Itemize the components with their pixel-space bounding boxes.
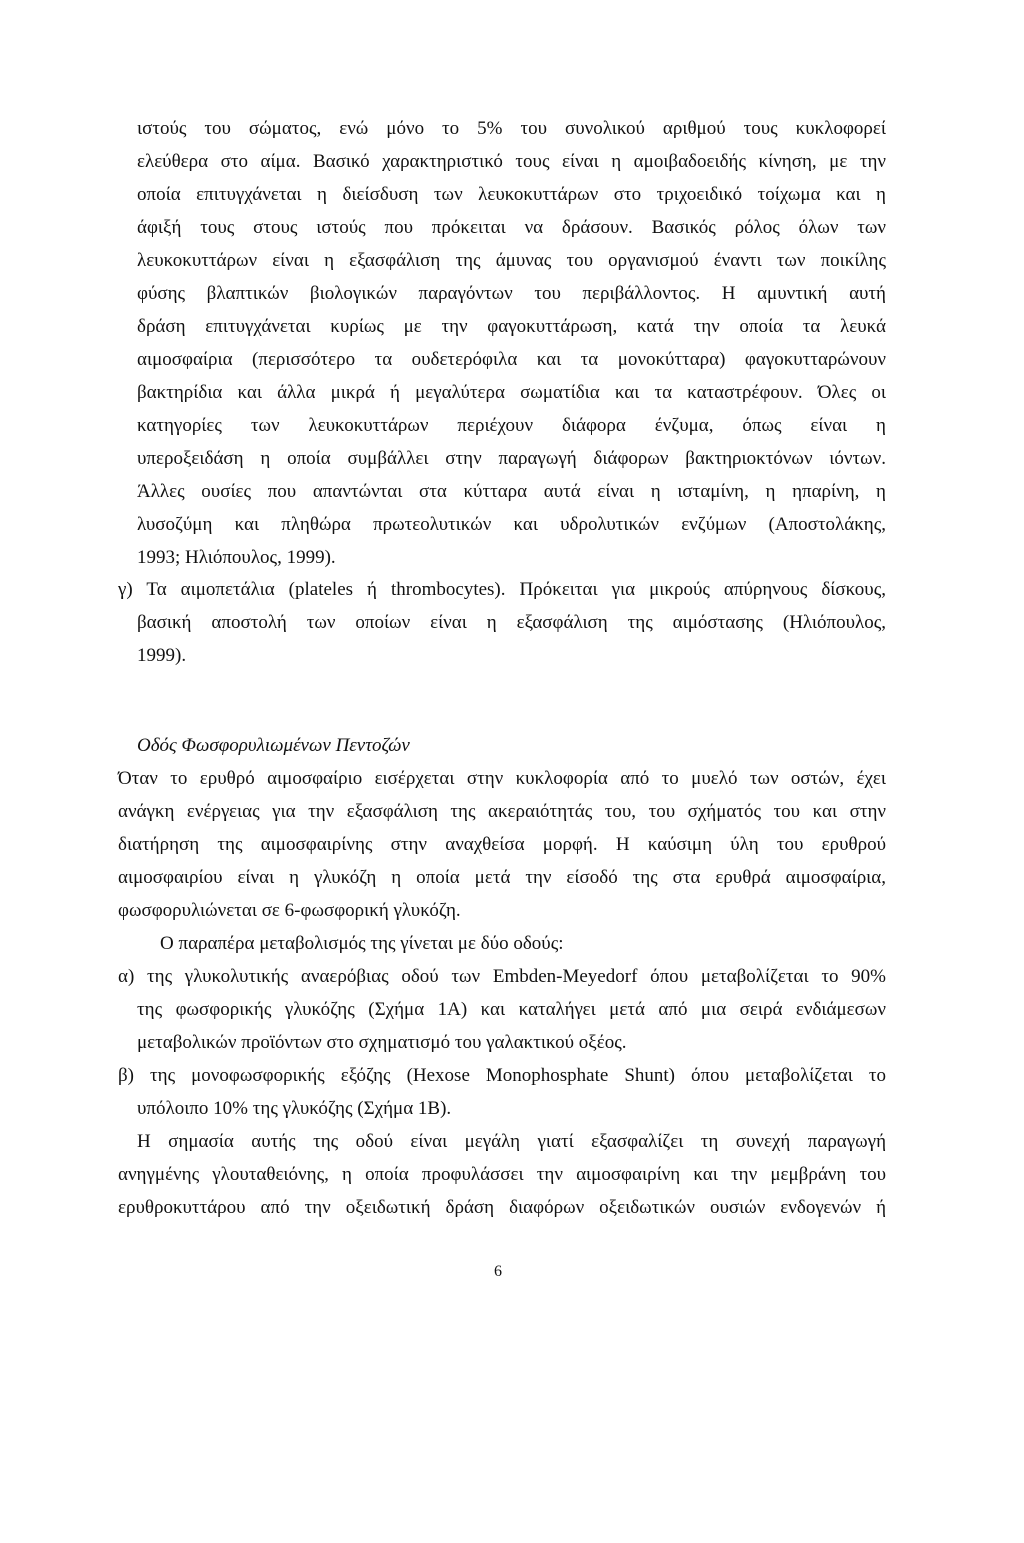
- text-line: βασική αποστολή των οποίων είναι η εξασφάλιση της αιμόστασης (Ηλιόπουλος,: [137, 612, 886, 633]
- text-line: υπεροξειδάση η οποία συμβάλλει στην παραγωγή διάφορων βακτηριοκτόνων ιόντων.: [137, 448, 886, 469]
- text-line: κατηγορίες των λευκοκυττάρων περιέχουν διάφορα ένζυμα, όπως είναι η: [137, 415, 886, 436]
- text-line: λευκοκυττάρων είναι η εξασφάλιση της άμυνας του οργανισμού έναντι των ποικίλης: [137, 250, 886, 271]
- page-number: 6: [494, 1263, 502, 1280]
- text-line: άφιξή τους στους ιστούς που πρόκειται να δράσουν. Βασικός ρόλος όλων των: [137, 217, 886, 238]
- text-line: φωσφορυλιώνεται σε 6-φωσφορική γλυκόζη.: [118, 900, 461, 921]
- text-line: α) της γλυκολυτικής αναερόβιας οδού των Embden-Meyedorf όπου μεταβολίζεται το 90%: [118, 966, 886, 987]
- text-line: 1999).: [137, 645, 187, 666]
- text-line-metabolism: Ο παραπέρα μεταβολισμός της γίνεται με δύο οδούς:: [160, 933, 564, 954]
- text-line: της φωσφορικής γλυκόζης (Σχήμα 1Α) και καταλήγει μετά από μια σειρά ενδιάμεσων: [137, 999, 886, 1020]
- text-line: ιστούς του σώματος, ενώ μόνο το 5% του συνολικού αριθμού τους κυκλοφορεί: [137, 118, 886, 139]
- text-line: β) της μονοφωσφορικής εξόζης (Hexose Monophosphate Shunt) όπου μεταβολίζεται το: [118, 1065, 886, 1086]
- text-line: Όταν το ερυθρό αιμοσφαίριο εισέρχεται στην κυκλοφορία από το μυελό των οστών, έχει: [118, 768, 886, 789]
- section-heading: Οδός Φωσφορυλιωμένων Πεντοζών: [137, 735, 410, 756]
- text-line: δράση επιτυγχάνεται κυρίως με την φαγοκυττάρωση, κατά την οποία τα λευκά: [137, 316, 886, 337]
- text-line: αιμοσφαίρια (περισσότερο τα ουδετερόφιλα και τα μονοκύτταρα) φαγοκυτταρώνουν: [137, 349, 886, 370]
- text-line: Άλλες ουσίες που απαντώνται στα κύτταρα αυτά είναι η ισταμίνη, η ηπαρίνη, η: [137, 481, 886, 502]
- text-line: ανάγκη ενέργειας για την εξασφάλιση της ακεραιότητάς του, του σχήματός του και στην: [118, 801, 886, 822]
- text-line: υπόλοιπο 10% της γλυκόζης (Σχήμα 1Β).: [137, 1098, 452, 1119]
- text-line: οποία επιτυγχάνεται η διείσδυση των λευκοκυττάρων στο τριχοειδικό τοίχωμα και η: [137, 184, 886, 205]
- text-line: Η σημασία αυτής της οδού είναι μεγάλη γιατί εξασφαλίζει τη συνεχή παραγωγή: [137, 1131, 886, 1152]
- text-line: φύσης βλαπτικών βιολογικών παραγόντων του περιβάλλοντος. Η αμυντική αυτή: [137, 283, 886, 304]
- text-line: ελεύθερα στο αίμα. Βασικό χαρακτηριστικό τους είναι η αμοιβαδοειδής κίνηση, με την: [137, 151, 886, 172]
- text-line: μεταβολικών προϊόντων στο σχηματισμό του γαλακτικού οξέος.: [137, 1032, 627, 1053]
- text-line: 1993; Ηλιόπουλος, 1999).: [137, 547, 336, 568]
- text-line: γ) Τα αιμοπετάλια (plateles ή thrombocytes). Πρόκειται για μικρούς απύρηνους δίσκους,: [118, 579, 886, 600]
- text-line: λυσοζύμη και πληθώρα πρωτεολυτικών και υδρολυτικών ενζύμων (Αποστολάκης,: [137, 514, 886, 535]
- text-line: ερυθροκυττάρου από την οξειδωτική δράση διαφόρων οξειδωτικών ουσιών ενδογενών ή: [118, 1197, 886, 1218]
- text-line: βακτηρίδια και άλλα μικρά ή μεγαλύτερα σωματίδια και τα καταστρέφουν. Όλες οι: [137, 382, 886, 403]
- text-line: διατήρηση της αιμοσφαιρίνης στην αναχθείσα μορφή. Η καύσιμη ύλη του ερυθρού: [118, 834, 886, 855]
- text-line: αιμοσφαιρίου είναι η γλυκόζη η οποία μετά την είσοδό της στα ερυθρά αιμοσφαίρια,: [118, 867, 886, 888]
- text-line: ανηγμένης γλουταθειόνης, η οποία προφυλάσσει την αιμοσφαιρίνη και την μεμβράνη του: [118, 1164, 886, 1185]
